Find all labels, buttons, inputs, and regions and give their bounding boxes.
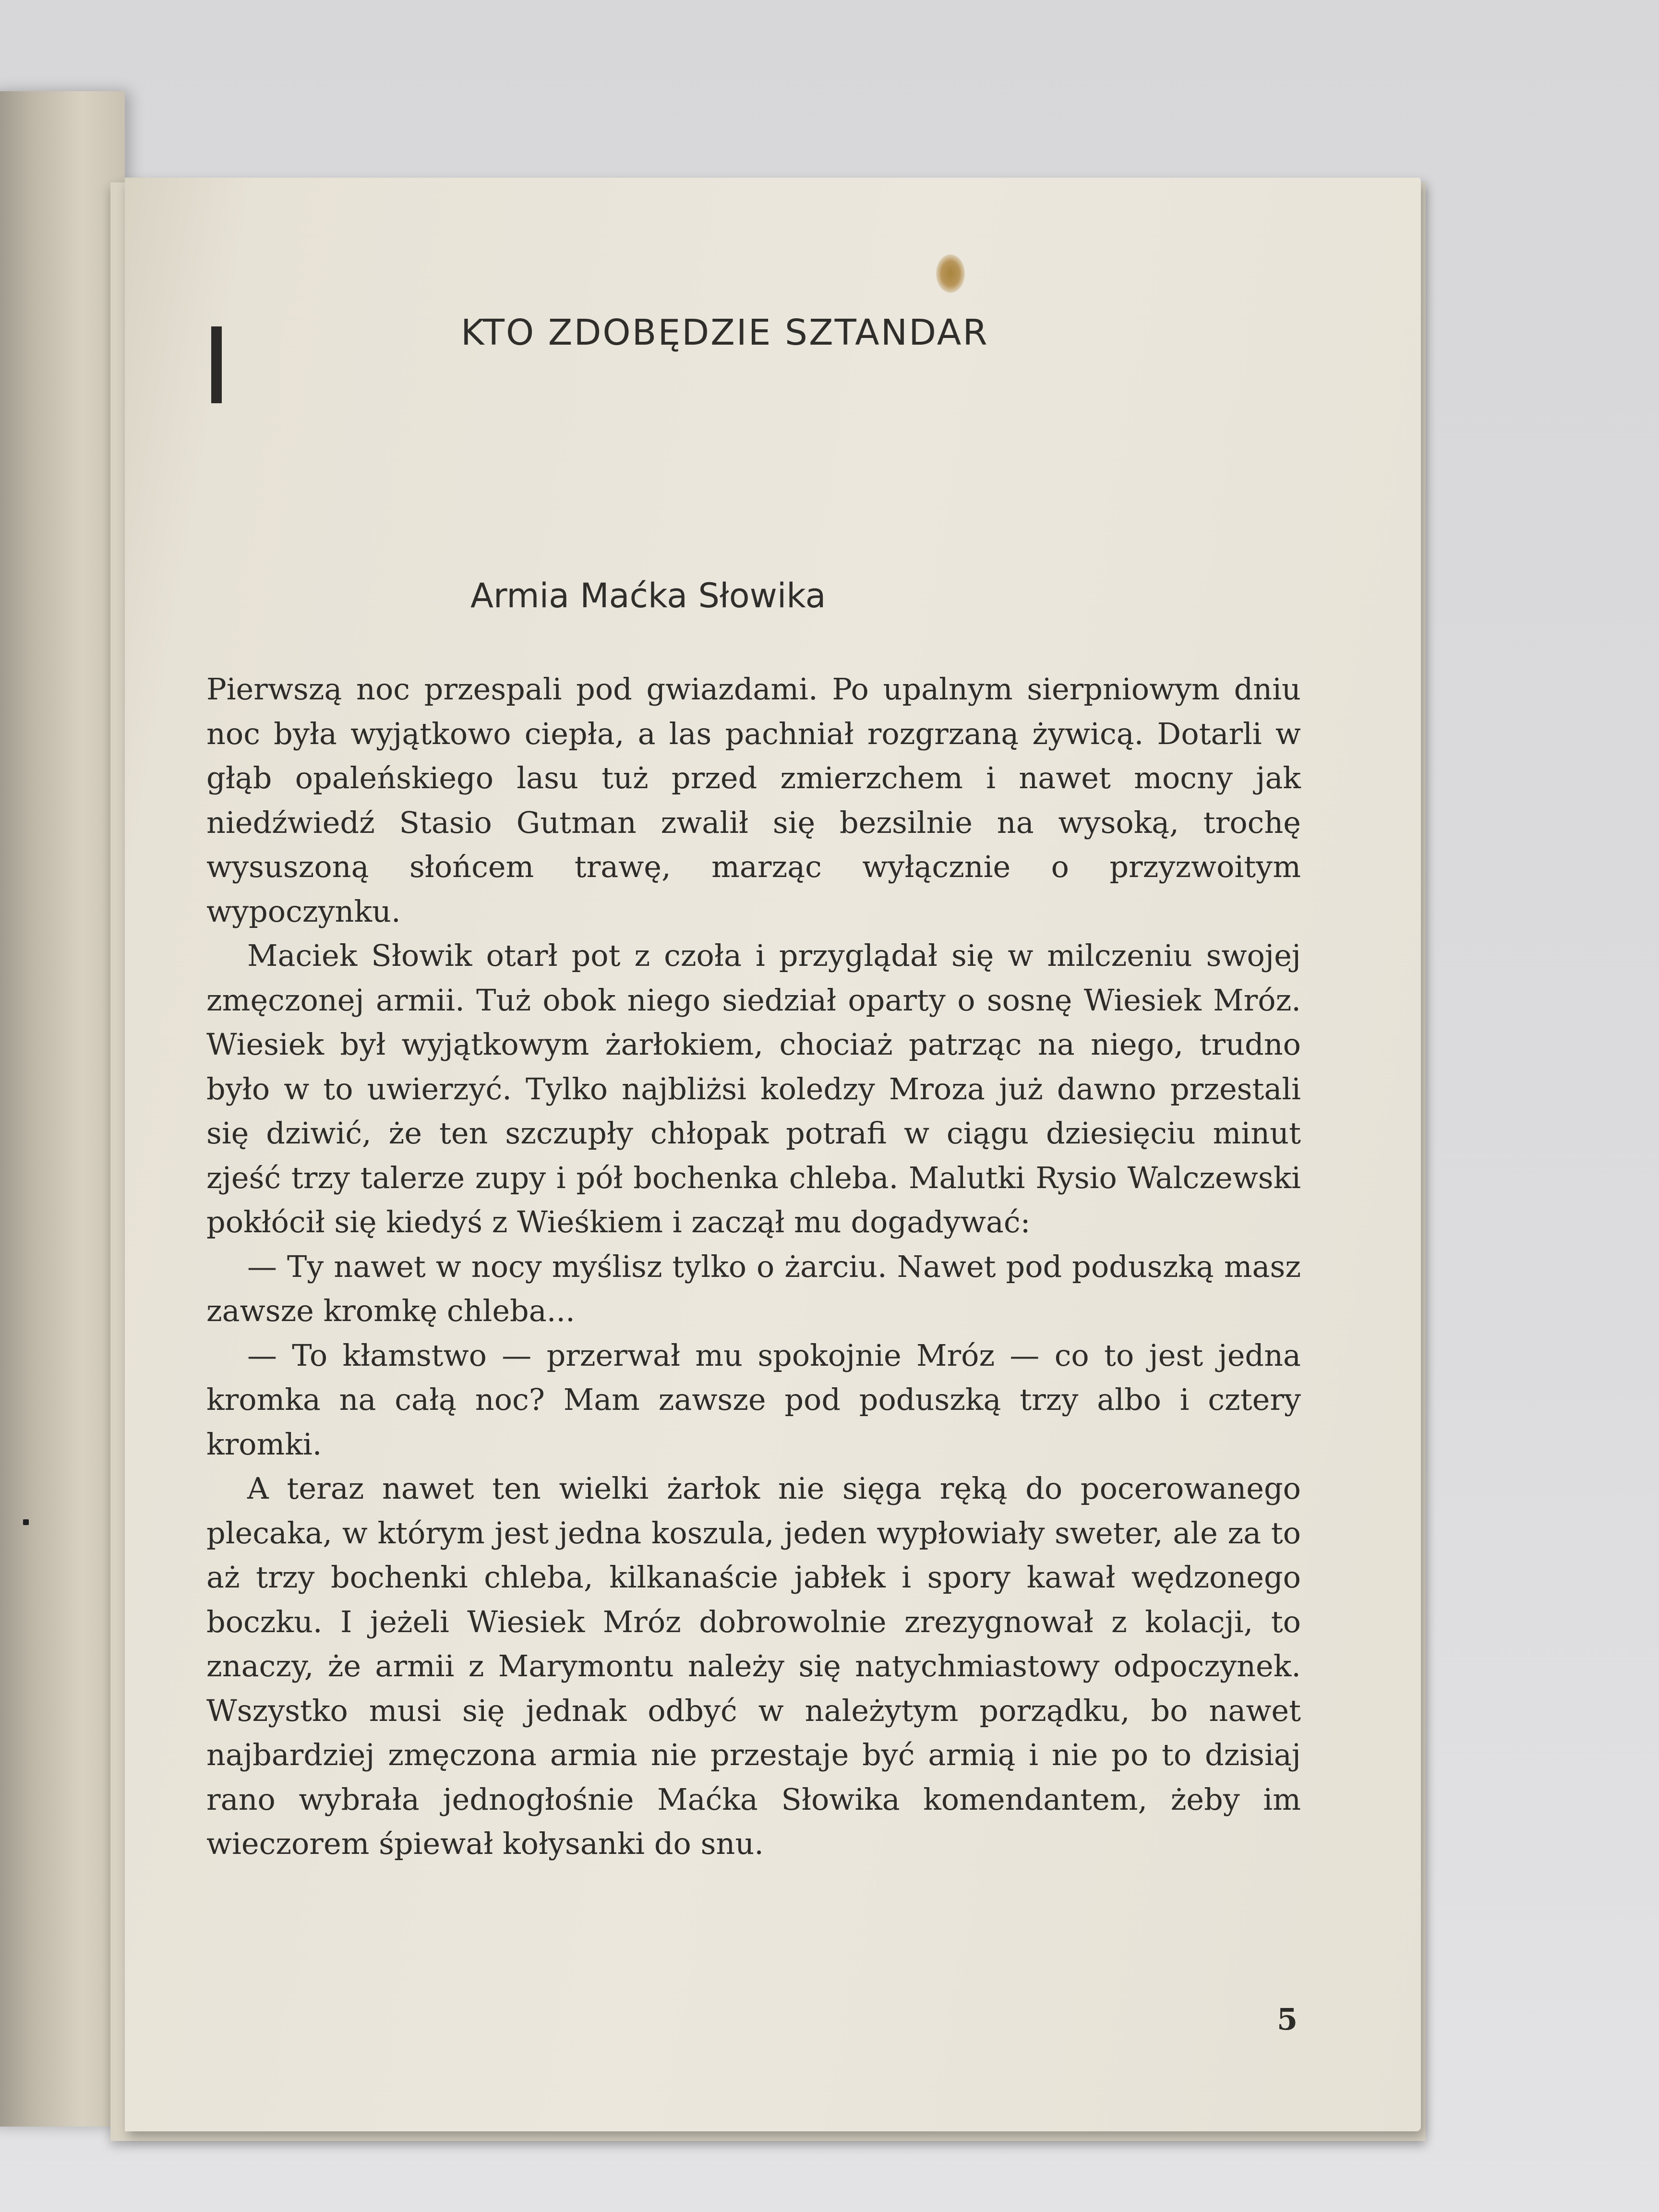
dialogue-line: — Ty nawet w nocy myślisz tylko o żarciu. Nawet pod poduszką masz zawsze kromkę chleba...: [206, 1249, 1301, 1328]
chapter-number: [211, 326, 222, 403]
dust-mark: [23, 1519, 29, 1525]
dialogue-line: — To kłamstwo — przerwał mu spokojnie Mróz — co to jest jedna kromka na całą noc? Mam zawsze pod poduszką trzy albo i cztery kromki.: [206, 1337, 1301, 1462]
chapter-title: KTO ZDOBĘDZIE SZTANDAR: [461, 312, 989, 353]
book-spine: [0, 91, 125, 2127]
paragraph: A teraz nawet ten wielki żarłok nie sięga ręką do pocerowanego plecaka, w którym jest jedna koszula, jeden wypłowiały sweter, ale za to aż trzy bochenki chleba, kilkanaście jabłek i spory kawał wędzonego boczku. I jeżeli Wiesiek Mróz dobrowolnie zrezygnował z kolacji, to znaczy, że armii z Marymontu należy się natychmiastowy odpoczynek. Wszystko musi się jednak odbyć w należytym porządku, bo nawet najbardziej zmęczona armia nie przestaje być armią i nie po to dzisiaj rano wybrała jednogłośnie Maćka Słowika komendantem, żeby im wieczorem śpiewał kołysanki do snu.: [206, 1471, 1301, 1861]
paragraph: Pierwszą noc przespali pod gwiazdami. Po upalnym sierpniowym dniu noc była wyjątkowo ciepła, a las pachniał rozgrzaną żywicą. Dotarli w głąb opaleńskiego lasu tuż przed zmierzchem i nawet mocny jak niedźwiedź Stasio Gutman zwalił się bezsilnie na wysoką, trochę wysuszoną słońcem trawę, marząc wyłącznie o przyzwoitym wypoczynku.: [206, 672, 1301, 929]
paragraph: Maciek Słowik otarł pot z czoła i przyglądał się w milczeniu swojej zmęczonej armii. Tuż obok niego siedział oparty o sosnę Wiesiek Mróz. Wiesiek był wyjątkowym żarłokiem, chociaż patrząc na niego, trudno było w to uwierzyć. Tylko najbliżsi koledzy Mroza już dawno przestali się dziwić, że ten szczupły chłopak potrafi w ciągu dziesięciu minut zjeść trzy talerze zupy i pół bochenka chleba. Malutki Rysio Walczewski pokłócił się kiedyś z Wieśkiem i zaczął mu dogadywać:: [206, 938, 1301, 1239]
page-number: 5: [1277, 2002, 1298, 2037]
paper-stain: [936, 254, 965, 293]
section-title: Armia Maćka Słowika: [470, 576, 826, 615]
body-text: [206, 667, 1301, 1866]
